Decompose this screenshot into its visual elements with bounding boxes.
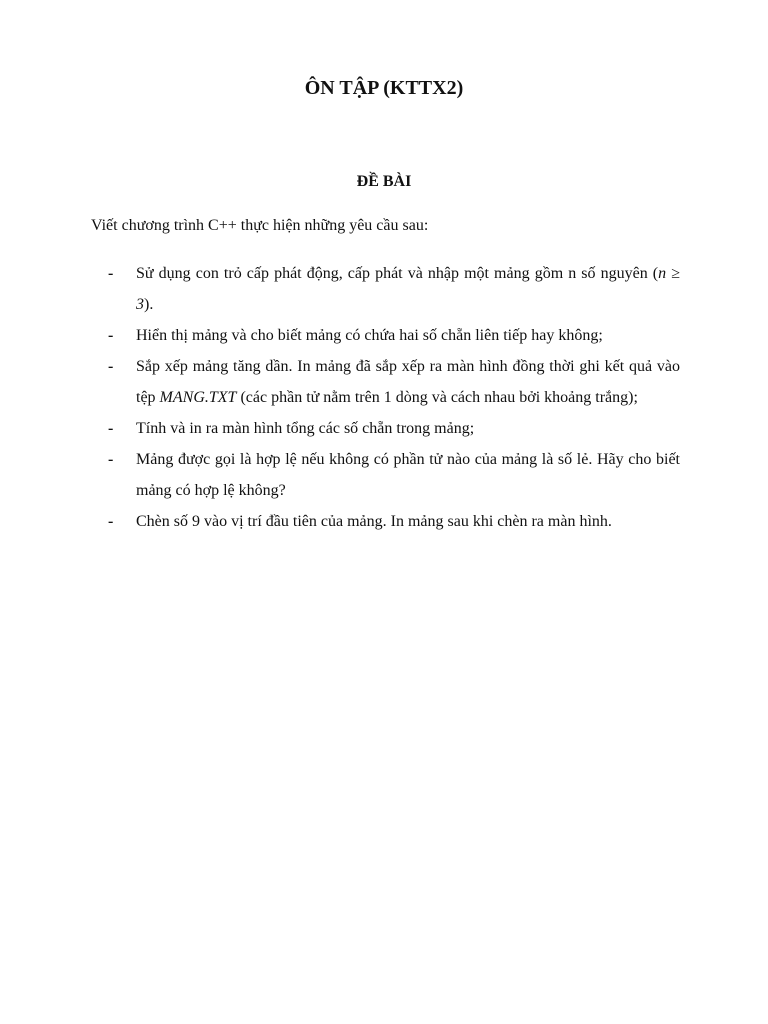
section-heading: ĐỀ BÀI [356, 173, 412, 190]
intro-paragraph: Viết chương trình C++ thực hiện những yêu cầu sau: [91, 217, 429, 234]
filename: MANG.TXT [159, 389, 237, 406]
requirements-list [108, 258, 680, 537]
bullet-dash: - [108, 451, 114, 468]
list-item-text: Sử dụng con trỏ cấp phát động, cấp phát và nhập một mảng gồm n số nguyên ( [136, 265, 659, 282]
math-expression: n ≥ 3 [136, 265, 681, 313]
list-item-text: Sắp xếp mảng tăng dần. In mảng đã sắp xếp ra màn hình đồng thời ghi kết quả vào tệp [136, 358, 680, 406]
list-item-text: Hiển thị mảng và cho biết mảng có chứa hai số chẵn liên tiếp hay không; [136, 327, 603, 344]
bullet-dash: - [108, 265, 114, 282]
bullet-dash: - [108, 358, 114, 375]
list-item [108, 351, 680, 413]
list-item-text: Chèn số 9 vào vị trí đầu tiên của mảng. In mảng sau khi chèn ra màn hình. [136, 513, 612, 530]
list-item-text: Tính và in ra màn hình tổng các số chẵn trong mảng; [136, 420, 475, 437]
bullet-dash: - [108, 327, 114, 344]
list-item [108, 320, 680, 351]
list-item-tail: (các phần tử nằm trên 1 dòng và cách nhau bởi khoảng trắng); [236, 389, 638, 406]
bullet-dash: - [108, 420, 114, 437]
list-item-tail: ). [144, 296, 154, 313]
document-title: ÔN TẬP (KTTX2) [304, 77, 464, 99]
list-item [108, 258, 680, 320]
list-item [108, 413, 680, 444]
list-item [108, 444, 680, 506]
list-item [108, 506, 680, 537]
list-item-text: Mảng được gọi là hợp lệ nếu không có phần tử nào của mảng là số lẻ. Hãy cho biết mảng có hợp lệ không? [136, 451, 680, 499]
bullet-dash: - [108, 513, 114, 530]
